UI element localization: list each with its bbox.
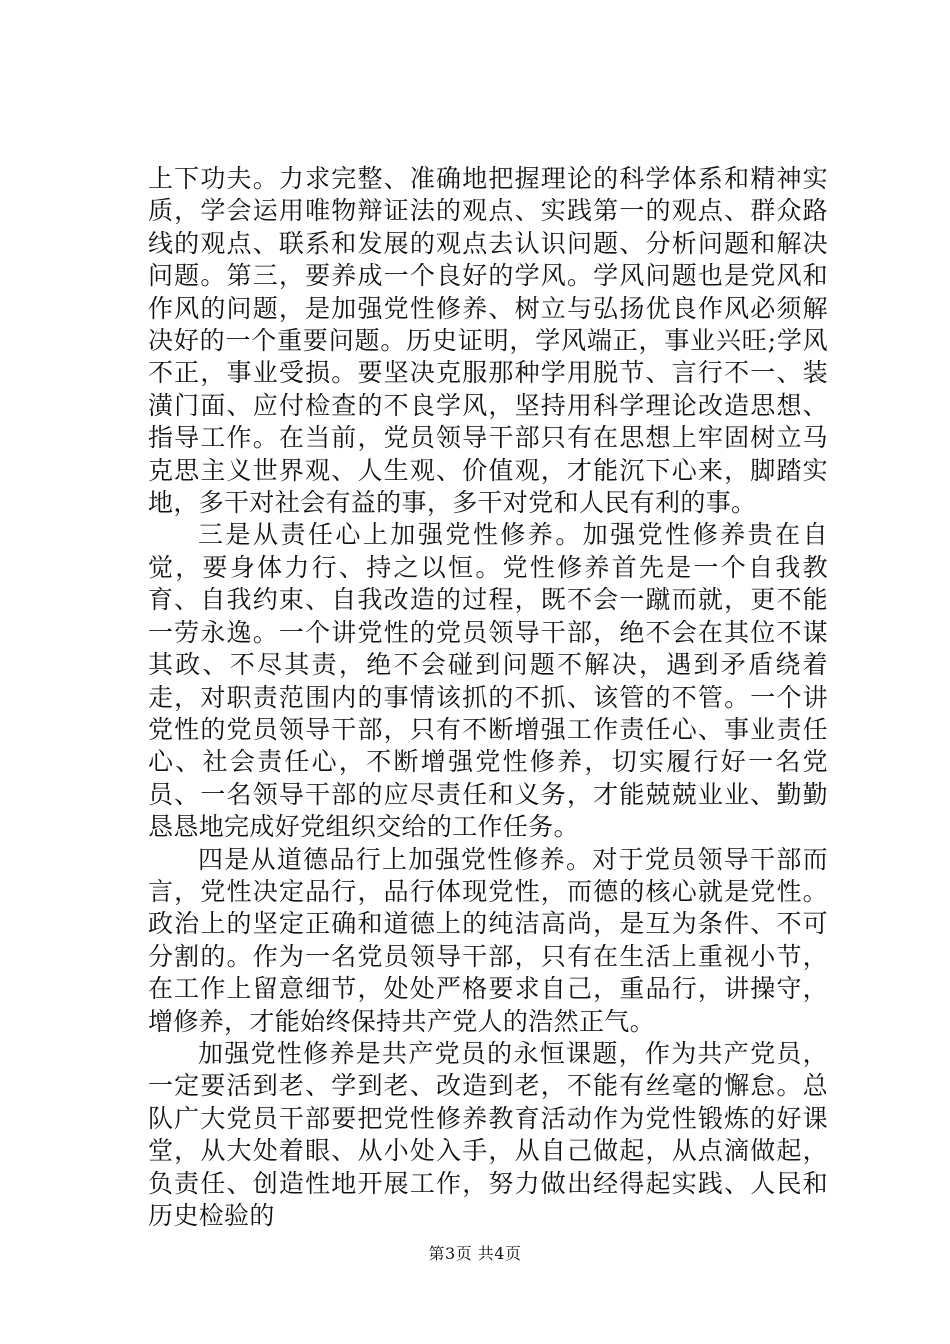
paragraph-3: 四是从道德品行上加强党性修养。对于党员领导干部而言，党性决定品行，品行体现党性，而德的核心就是党性。政治上的坚定正确和道德上的纯洁高尚，是互为条件、不可分割的。作为一名党员领导干部，只有在生活上重视小节，在工作上留意细节，处处严格要求自己，重品行，讲操守，增修养，才能始终保持共产党人的浩然正气。 [148, 844, 828, 1036]
paragraph-2: 三是从责任心上加强党性修养。加强党性修养贵在自觉，要身体力行、持之以恒。党性修养首先是一个自我教育、自我约束、自我改造的过程，既不会一蹴而就，更不能一劳永逸。一个讲党性的党员领导干部，绝不会在其位不谋其政、不尽其责，绝不会碰到问题不解决，遇到矛盾绕着走，对职责范围内的事情该抓的不抓、该管的不管。一个讲党性的党员领导干部，只有不断增强工作责任心、事业责任心、社会责任心，不断增强党性修养，切实履行好一名党员、一名领导干部的应尽责任和义务，才能兢兢业业、勤勤恳恳地完成好党组织交给的工作任务。 [148, 520, 828, 842]
page-number-footer: 第3页 共4页 [428, 1244, 522, 1263]
document-body [148, 163, 828, 1232]
paragraph-1: 上下功夫。力求完整、准确地把握理论的科学体系和精神实质，学会运用唯物辩证法的观点、实践第一的观点、群众路线的观点、联系和发展的观点去认识问题、分析问题和解决问题。第三，要养成一个良好的学风。学风问题也是党风和作风的问题，是加强党性修养、树立与弘扬优良作风必须解决好的一个重要问题。历史证明，学风端正，事业兴旺;学风不正，事业受损。要坚决克服那种学用脱节、言行不一、装潢门面、应付检查的不良学风，坚持用科学理论改造思想、指导工作。在当前，党员领导干部只有在思想上牢固树立马克思主义世界观、人生观、价值观，才能沉下心来，脚踏实地，多干对社会有益的事，多干对党和人民有利的事。 [148, 164, 828, 518]
paragraph-4: 加强党性修养是共产党员的永恒课题，作为共产党员，一定要活到老、学到老、改造到老，不能有丝毫的懈怠。总队广大党员干部要把党性修养教育活动作为党性锻炼的好课堂，从大处着眼、从小处入手，从自己做起，从点滴做起，负责任、创造性地开展工作，努力做出经得起实践、人民和历史检验的 [148, 1038, 828, 1230]
